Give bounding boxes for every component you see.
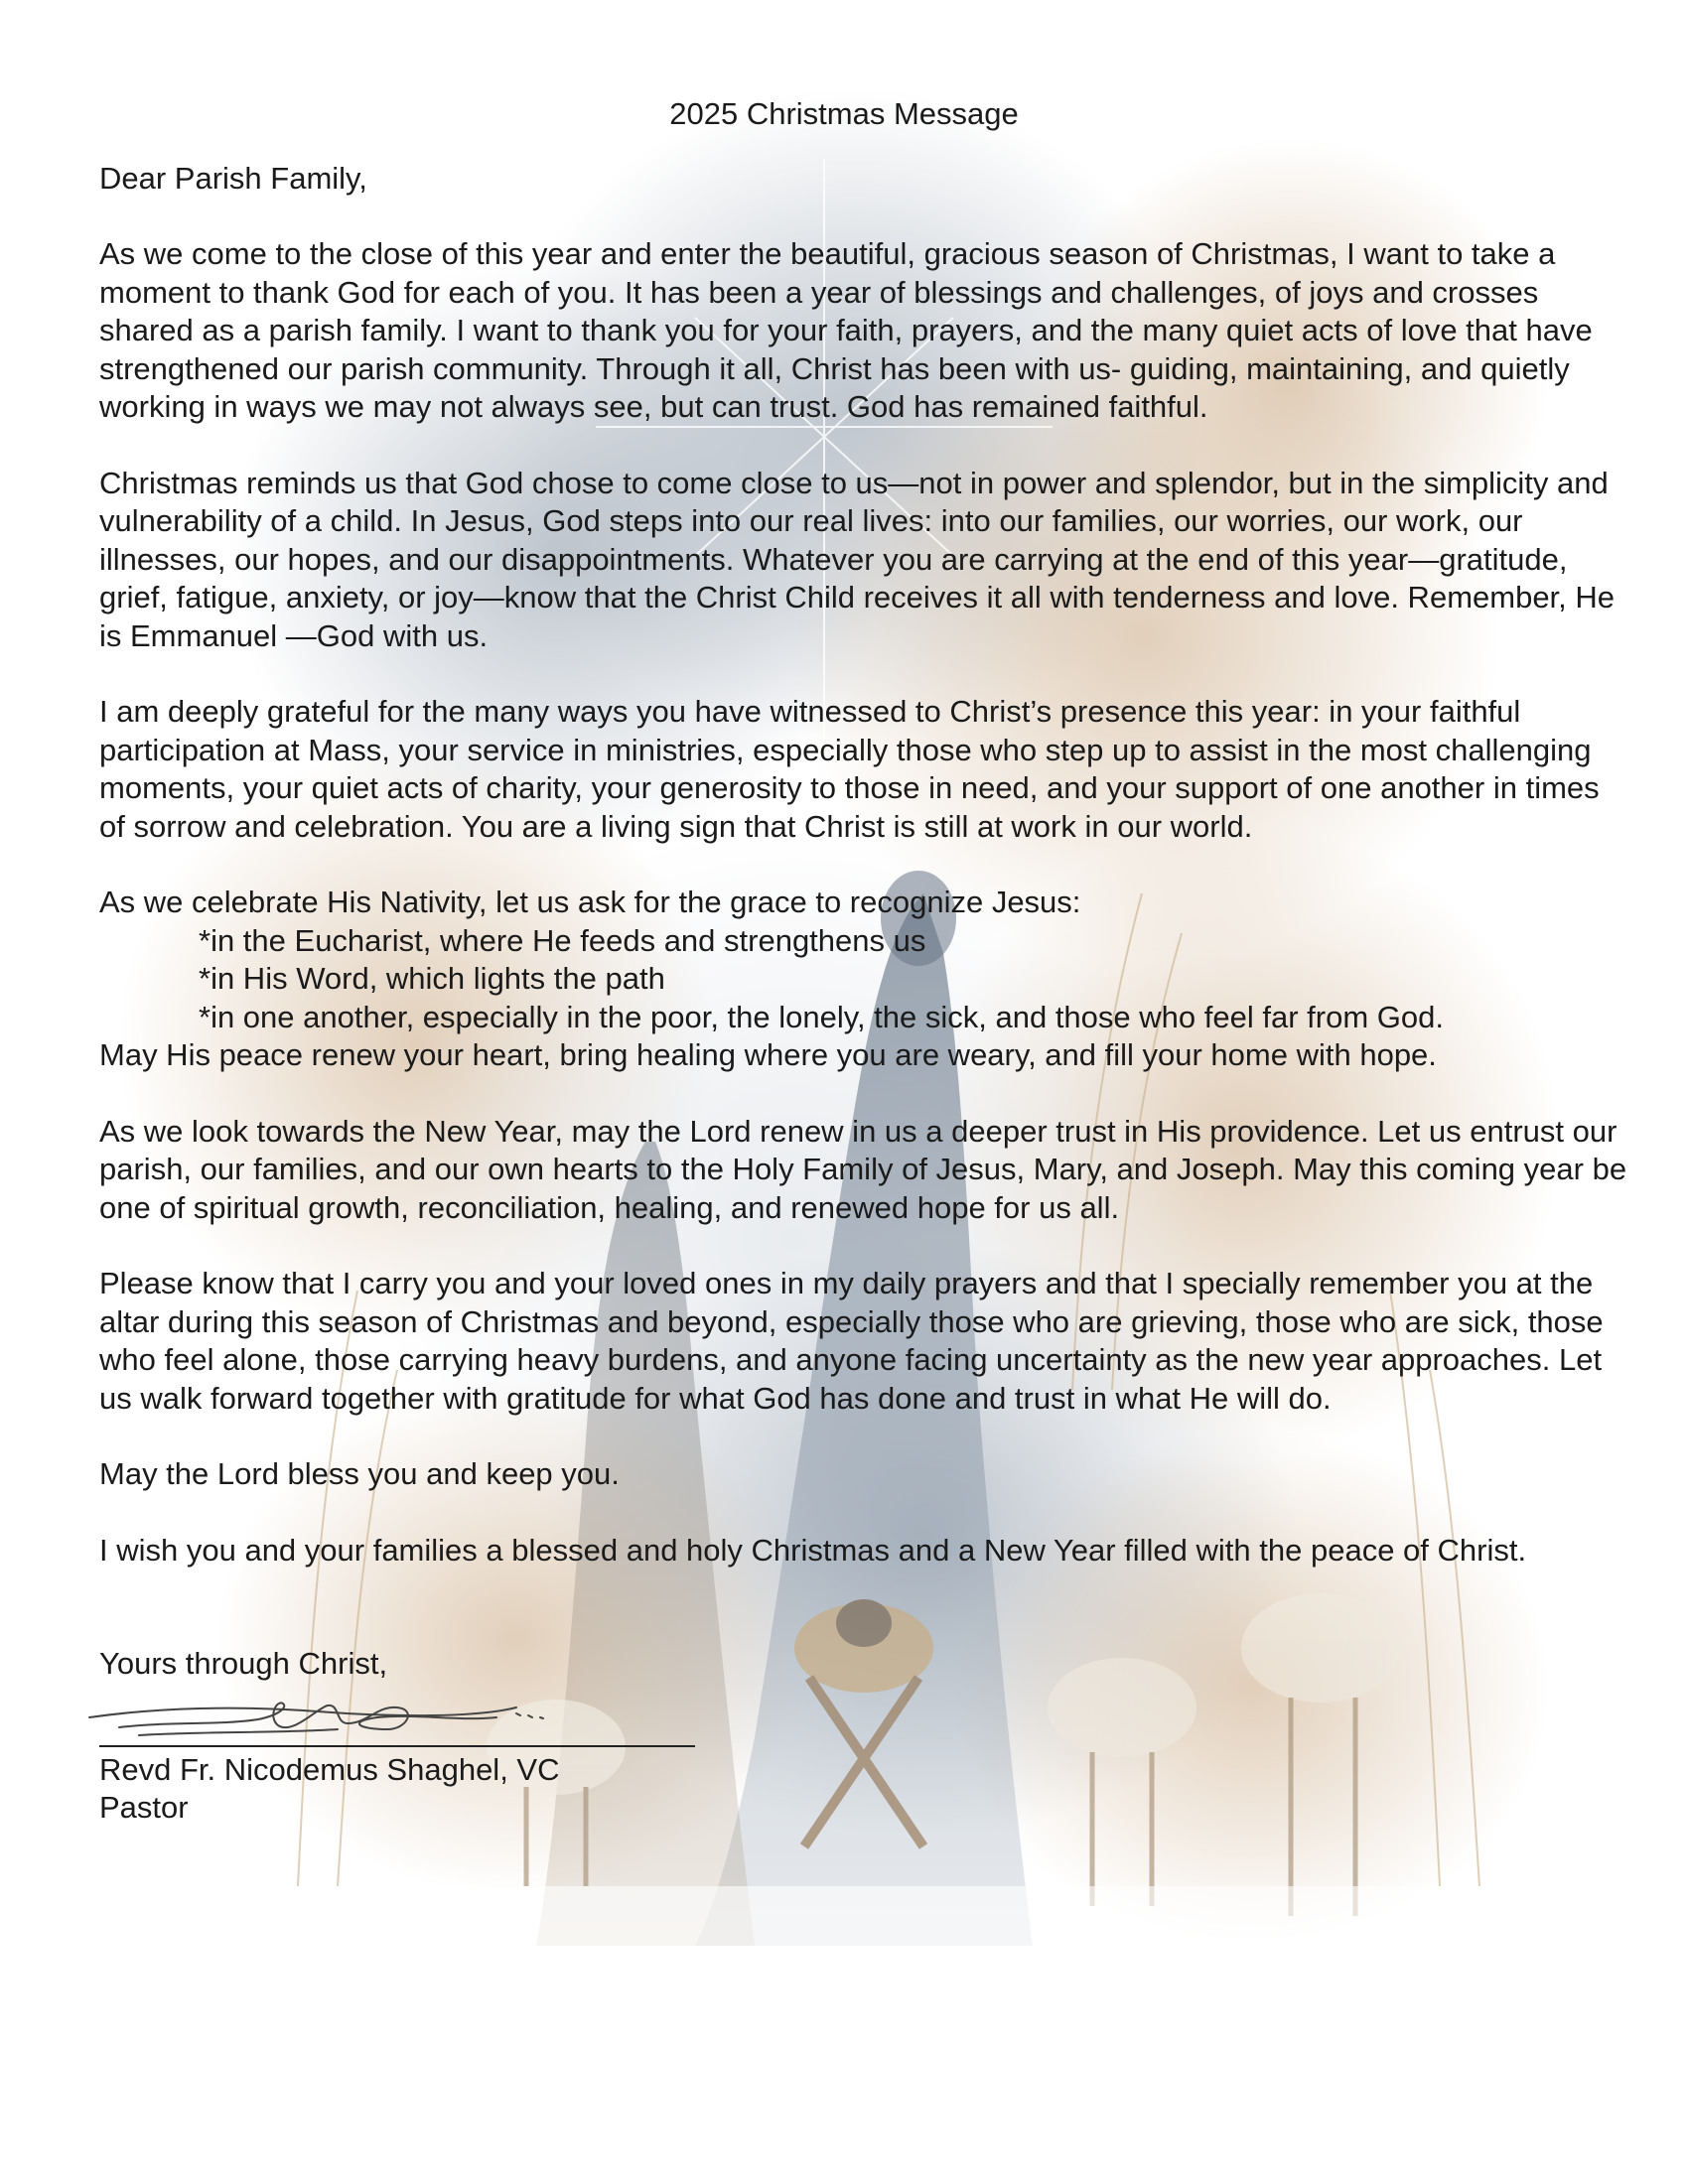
greeting: Dear Parish Family, bbox=[99, 160, 367, 196]
paragraph-blessing: May the Lord bless you and keep you. bbox=[99, 1456, 620, 1491]
list-item: *in the Eucharist, where He feeds and strengthens us bbox=[199, 922, 926, 958]
letter-body bbox=[99, 95, 1628, 1828]
list-item: *in His Word, which lights the path bbox=[199, 961, 665, 996]
paragraph-gratitude: I am deeply grateful for the many ways you have witnessed to Christ’s presence this year: in your faithful participation at Mass, your service in ministries, especially those who step up to assist in the most challenging moments, your quiet acts of charity, your generosity to those in need, and your support of one another in times of sorrow and celebration. You are a living sign that Christ is still at work in our world. bbox=[99, 694, 1600, 844]
paragraph-wishes: I wish you and your families a blessed and holy Christmas and a New Year filled with the peace of Christ. bbox=[99, 1532, 1527, 1568]
letter-title: 2025 Christmas Message bbox=[669, 96, 1019, 131]
paragraph-prayers: Please know that I carry you and your loved ones in my daily prayers and that I specially remember you at the altar during this season of Christmas and beyond, especially those who are grieving, those who are sick, those who feel alone, those carrying heavy burdens, and anyone facing uncertainty as the new year approaches. Let us walk forward together with gratitude for what God has done and trust in what He will do. bbox=[99, 1266, 1604, 1416]
paragraph-thanks: As we come to the close of this year and enter the beautiful, gracious season of Christmas, I want to take a moment to thank God for each of you. It has been a year of blessings and challenges, of joys and crosses shared as a parish family. I want to thank you for your faith, prayers, and the many quiet acts of love that have strengthened our parish community. Through it all, Christ has been with us- guiding, maintaining, and quietly working in ways we may not always see, but can trust. God has remained faithful. bbox=[99, 236, 1593, 424]
paragraph-christmas-meaning: Christmas reminds us that God chose to come close to us—not in power and splendor, but in the simplicity and vulnerability of a child. In Jesus, God steps into our real lives: into our families, our worries, our work, our illnesses, our hopes, and our disappointments. Whatever you are carrying at the end of this year—gratitude, grief, fatigue, anxiety, or joy—know that the Christ Child receives it all with tenderness and love. Remember, He is Emmanuel —God with us. bbox=[99, 465, 1616, 653]
list-item: *in one another, especially in the poor, the lonely, the sick, and those who feel far from God. bbox=[199, 999, 1444, 1034]
paragraph-new-year: As we look towards the New Year, may the Lord renew in us a deeper trust in His providence. Let us entrust our parish, our families, and our own hearts to the Holy Family of Jesus, Mary, and Joseph. May this coming year be one of spiritual growth, reconciliation, healing, and renewed hope for us all. bbox=[99, 1113, 1627, 1225]
signer-name: Revd Fr. Nicodemus Shaghel, VC bbox=[99, 1751, 560, 1787]
recognize-jesus-list bbox=[99, 922, 1628, 1037]
paragraph-peace: May His peace renew your heart, bring healing where you are weary, and fill your home with hope. bbox=[99, 1037, 1437, 1072]
closing: Yours through Christ, bbox=[99, 1646, 388, 1681]
signer-role: Pastor bbox=[99, 1790, 189, 1825]
paragraph-nativity-intro: As we celebrate His Nativity, let us ask for the grace to recognize Jesus: bbox=[99, 885, 1081, 919]
handwritten-signature bbox=[99, 1684, 715, 1745]
